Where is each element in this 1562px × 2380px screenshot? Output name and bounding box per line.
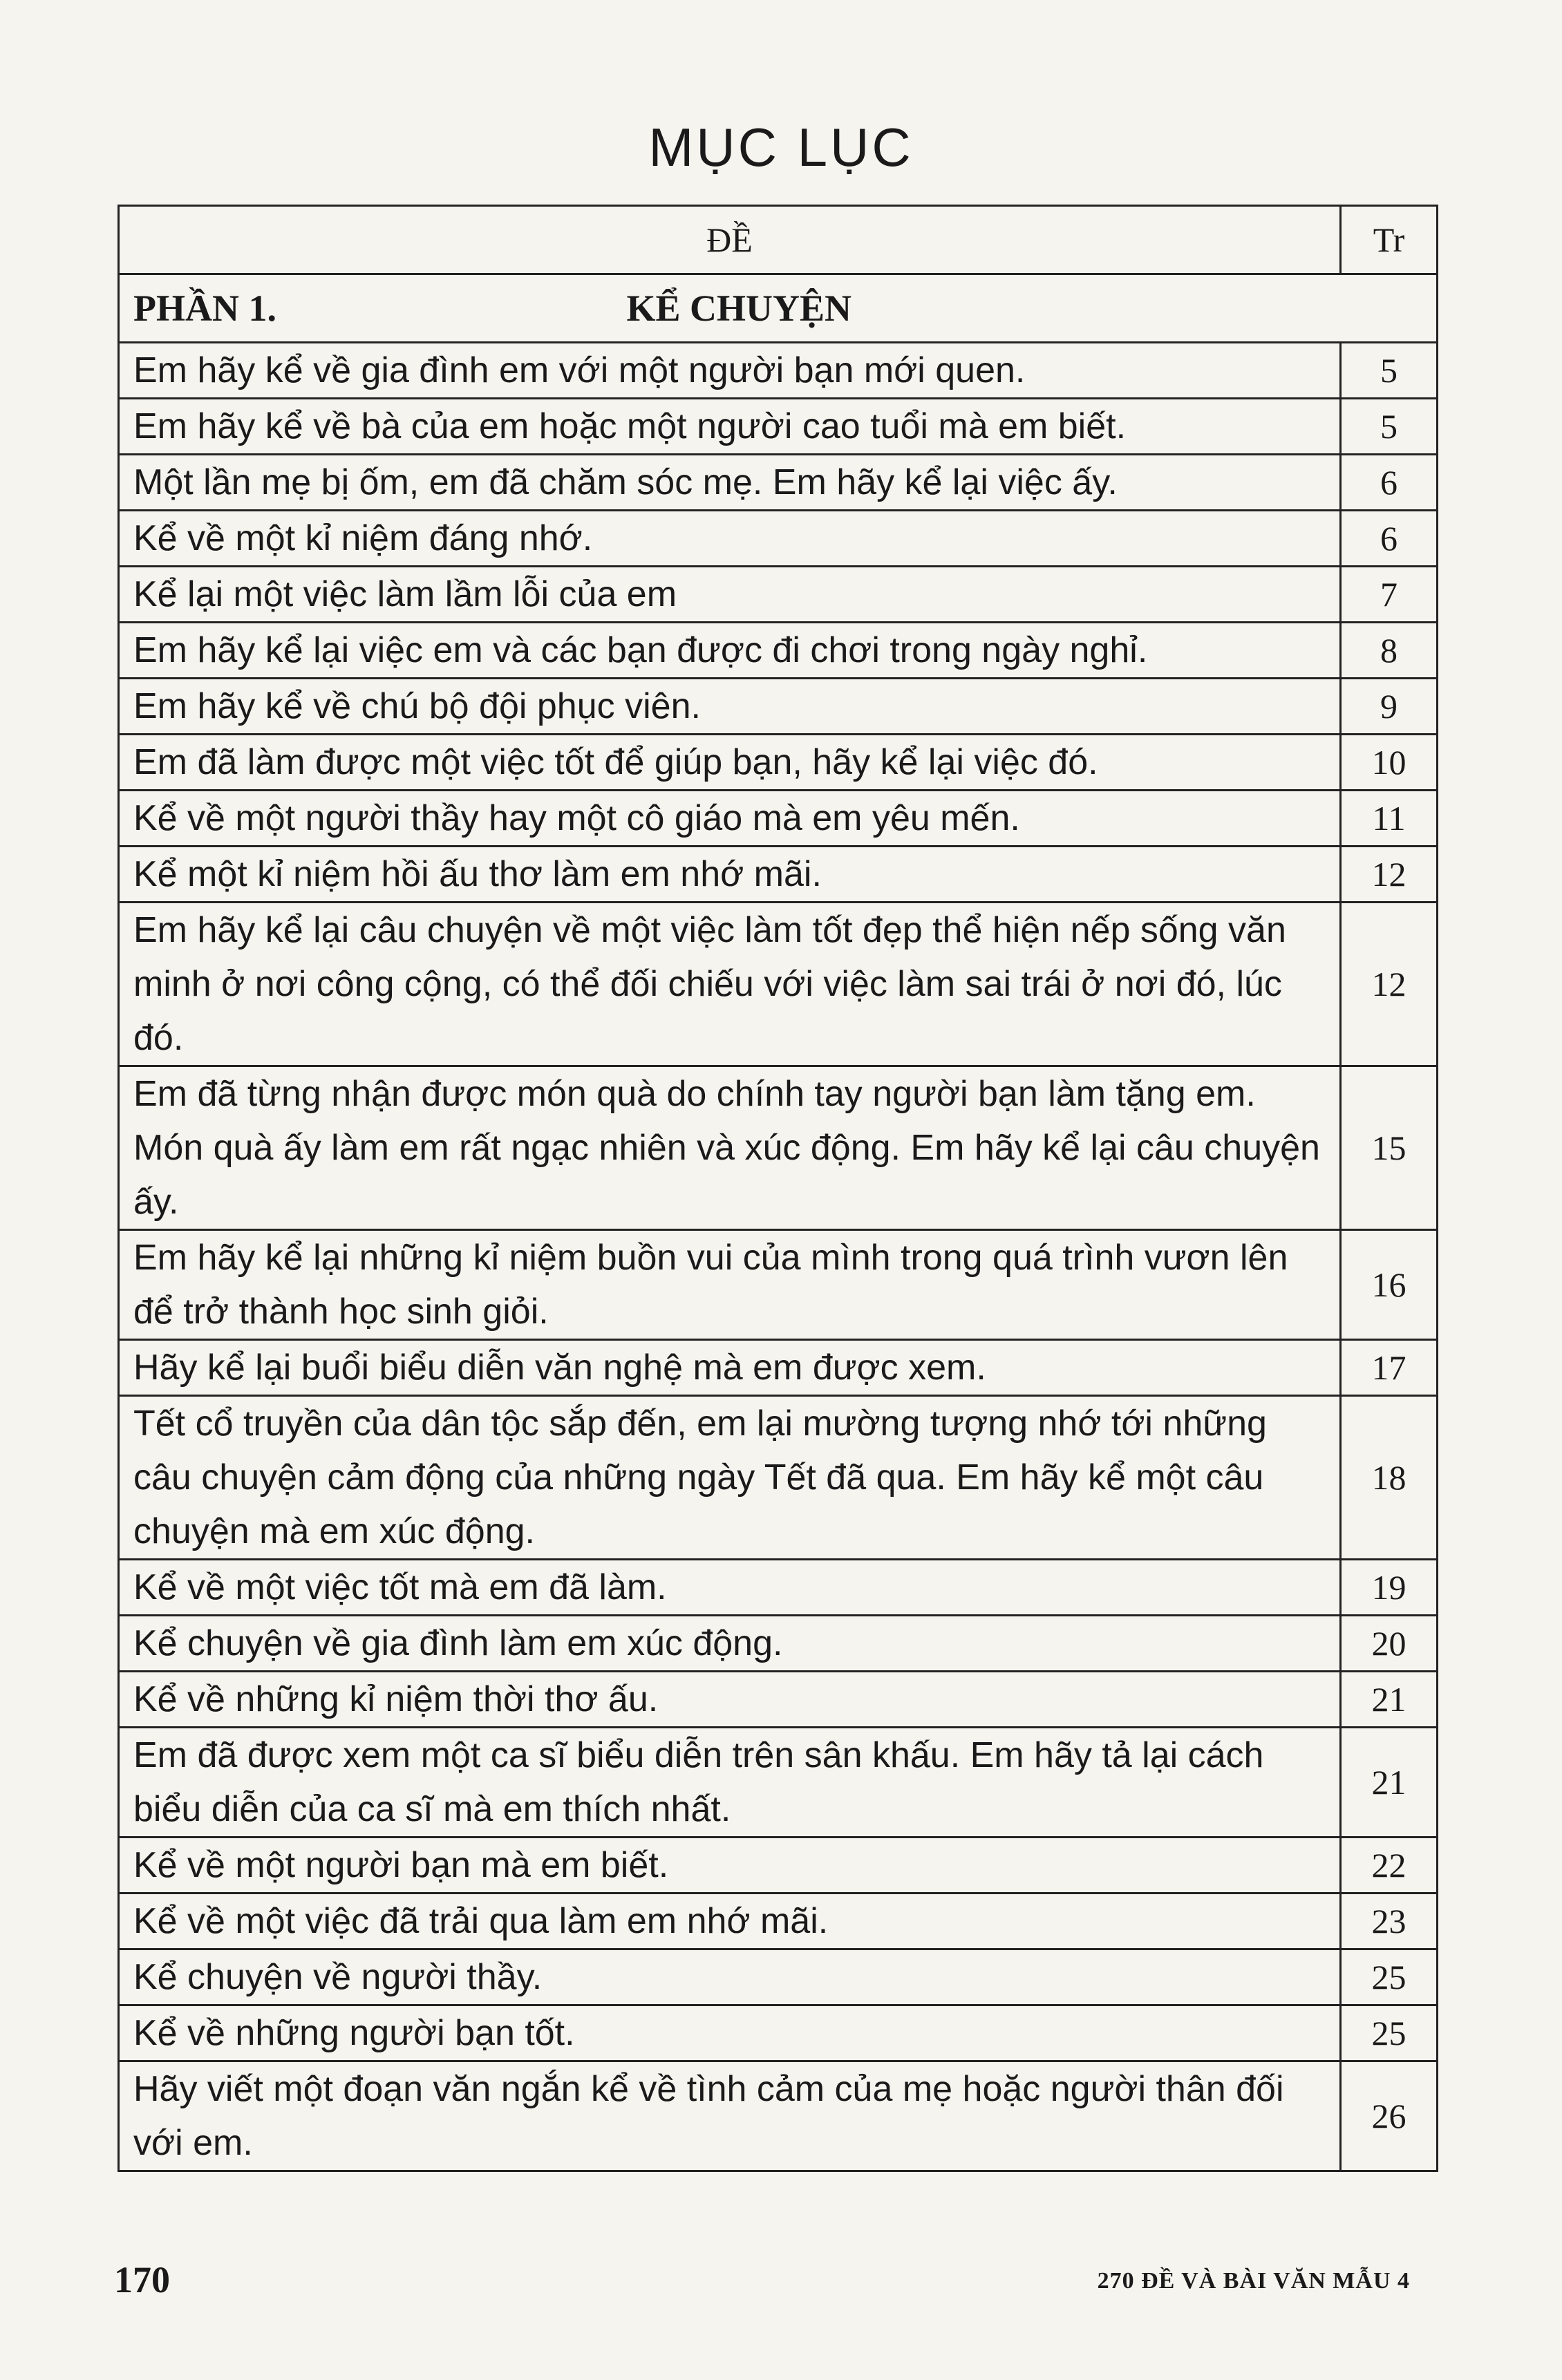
toc-entry-title: Kể về một kỉ niệm đáng nhớ. [119,511,1341,567]
toc-entry-title: Kể về những người bạn tốt. [119,2005,1341,2061]
toc-entry-page: 9 [1341,679,1438,735]
part-cell [119,274,1438,343]
toc-entry-page: 10 [1341,735,1438,791]
toc-entry-row [119,903,1438,1066]
toc-entry-row [119,1396,1438,1560]
toc-entry-title: Em hãy kể về chú bộ đội phục viên. [119,679,1341,735]
toc-entry-row [119,2061,1438,2171]
toc-header-page: Tr [1341,206,1438,274]
part-label: PHẦN 1. [133,287,276,329]
toc-entry-page: 20 [1341,1616,1438,1672]
toc-entry-row [119,343,1438,399]
toc-header-topic: ĐỀ [119,206,1341,274]
toc-entry-title: Em đã làm được một việc tốt để giúp bạn, hãy kể lại việc đó. [119,735,1341,791]
toc-entry-page: 26 [1341,2061,1438,2171]
toc-entry-row [119,1066,1438,1230]
toc-entry-row [119,679,1438,735]
footer-book-title: 270 ĐỀ VÀ BÀI VĂN MẪU 4 [1097,2268,1410,2294]
toc-entry-title: Kể về những kỉ niệm thời thơ ấu. [119,1672,1341,1728]
toc-entry-page: 12 [1341,903,1438,1066]
toc-entry-page: 5 [1341,343,1438,399]
toc-entry-title: Kể một kỉ niệm hồi ấu thơ làm em nhớ mãi. [119,847,1341,903]
toc-entry-page: 19 [1341,1560,1438,1616]
toc-entry-title: Một lần mẹ bị ốm, em đã chăm sóc mẹ. Em hãy kể lại việc ấy. [119,455,1341,511]
toc-entry-row [119,735,1438,791]
part-row [119,274,1438,343]
toc-entry-page: 6 [1341,455,1438,511]
toc-entry-row [119,623,1438,679]
toc-entry-row [119,1672,1438,1728]
toc-entry-page: 25 [1341,2005,1438,2061]
toc-entry-title: Tết cổ truyền của dân tộc sắp đến, em lại mường tượng nhớ tới những câu chuyện cảm động của những ngày Tết đã qua. Em hãy kể một câu chuyện mà em xúc động. [119,1396,1341,1560]
page-title: MỤC LỤC [648,117,914,178]
toc-entry-page: 6 [1341,511,1438,567]
toc-entry-title: Kể về một việc tốt mà em đã làm. [119,1560,1341,1616]
toc-entry-row [119,511,1438,567]
toc-entry-row [119,847,1438,903]
toc-entry-row [119,455,1438,511]
toc-entry-page: 17 [1341,1340,1438,1396]
toc-entry-row [119,399,1438,455]
toc-entry-page: 12 [1341,847,1438,903]
footer-page-number: 170 [114,2259,170,2301]
toc-entry-title: Em hãy kể về gia đình em với một người bạn mới quen. [119,343,1341,399]
toc-entry-page: 23 [1341,1893,1438,1949]
toc-entry-title: Kể về một người thầy hay một cô giáo mà em yêu mến. [119,791,1341,847]
toc-entry-title: Kể về một người bạn mà em biết. [119,1838,1341,1893]
toc-entry-page: 25 [1341,1949,1438,2005]
toc-entry-page: 15 [1341,1066,1438,1230]
toc-entry-title: Kể lại một việc làm lầm lỗi của em [119,567,1341,623]
toc-entry-row [119,791,1438,847]
toc-entry-title: Em đã được xem một ca sĩ biểu diễn trên sân khấu. Em hãy tả lại cách biểu diễn của ca sĩ mà em thích nhất. [119,1728,1341,1838]
toc-entry-page: 22 [1341,1838,1438,1893]
toc-body [119,206,1438,2171]
toc-entry-row [119,1616,1438,1672]
toc-entry-page: 5 [1341,399,1438,455]
toc-entry-row [119,567,1438,623]
toc-entry-title: Em hãy kể lại việc em và các bạn được đi chơi trong ngày nghỉ. [119,623,1341,679]
toc-entry-row [119,1340,1438,1396]
toc-entry-page: 11 [1341,791,1438,847]
part-name: KỂ CHUYỆN [626,287,852,329]
toc-entry-title: Hãy viết một đoạn văn ngắn kể về tình cảm của mẹ hoặc người thân đối với em. [119,2061,1341,2171]
toc-entry-row [119,1893,1438,1949]
toc-entry-row [119,1230,1438,1340]
toc-entry-title: Em hãy kể lại câu chuyện về một việc làm tốt đẹp thể hiện nếp sống văn minh ở nơi công cộng, có thể đối chiếu với việc làm sai trái ở nơi đó, lúc đó. [119,903,1341,1066]
toc-entry-title: Em hãy kể về bà của em hoặc một người cao tuổi mà em biết. [119,399,1341,455]
toc-entry-row [119,1728,1438,1838]
table-of-contents [117,205,1436,2172]
toc-entry-row [119,1838,1438,1893]
toc-entry-title: Em hãy kể lại những kỉ niệm buồn vui của mình trong quá trình vươn lên để trở thành học sinh giỏi. [119,1230,1341,1340]
toc-entry-row [119,1949,1438,2005]
toc-entry-page: 8 [1341,623,1438,679]
toc-entry-title: Hãy kể lại buổi biểu diễn văn nghệ mà em được xem. [119,1340,1341,1396]
toc-entry-row [119,1560,1438,1616]
toc-header-row [119,206,1438,274]
toc-entry-title: Em đã từng nhận được món quà do chính tay người bạn làm tặng em. Món quà ấy làm em rất ngạc nhiên và xúc động. Em hãy kể lại câu chuyện ấy. [119,1066,1341,1230]
toc-entry-row [119,2005,1438,2061]
toc-entry-page: 21 [1341,1672,1438,1728]
toc-entry-title: Kể chuyện về người thầy. [119,1949,1341,2005]
toc-entry-title: Kể về một việc đã trải qua làm em nhớ mãi. [119,1893,1341,1949]
toc-entry-page: 18 [1341,1396,1438,1560]
toc-entry-page: 7 [1341,567,1438,623]
toc-entry-page: 16 [1341,1230,1438,1340]
toc-entry-page: 21 [1341,1728,1438,1838]
toc-entry-title: Kể chuyện về gia đình làm em xúc động. [119,1616,1341,1672]
